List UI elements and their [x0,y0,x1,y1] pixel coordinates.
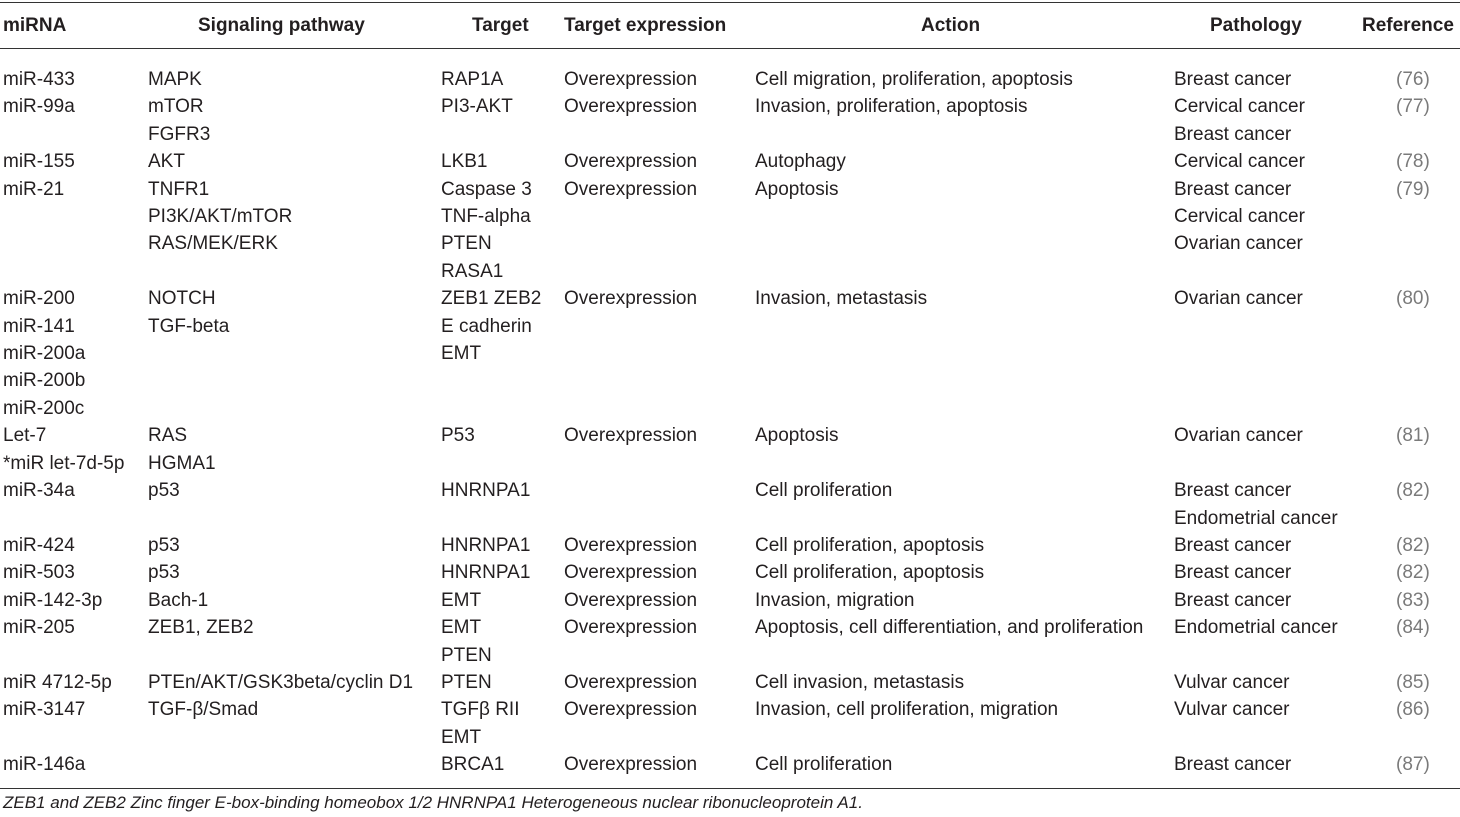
table-row [0,176,1460,286]
action-cell [755,696,1174,751]
target-cell-line: LKB1 [441,151,488,173]
pathology-cell [1174,285,1360,422]
reference-cell [1360,614,1460,669]
signaling-pathway-cell [148,176,441,286]
signaling-pathway-cell [148,422,441,477]
target-cell [441,696,561,751]
action-cell [755,532,1174,559]
header-mirna: miRNA [0,3,148,49]
pathology-cell [1174,148,1360,175]
target-cell [441,176,561,286]
header-action: Action [755,3,1174,49]
mirna-cell-line: miR-155 [3,151,75,173]
target-cell-line: RAP1A [441,69,504,90]
pathology-cell-line: Breast cancer [1174,123,1292,145]
signaling-pathway-cell-line: ZEB1, ZEB2 [148,617,254,639]
reference-cell-line: (86) [1396,699,1430,721]
action-cell-line: Cell proliferation, apoptosis [755,534,985,556]
reference-cell-line: (80) [1396,288,1430,310]
pathology-cell [1174,669,1360,696]
target-expression-cell-line: Overexpression [564,288,698,310]
signaling-pathway-cell [148,614,441,669]
signaling-pathway-cell [148,751,441,788]
signaling-pathway-cell [148,532,441,559]
signaling-pathway-cell-line: PI3K/AKT/mTOR [148,206,293,228]
mirna-cell-line: miR-205 [3,617,75,639]
target-expression-cell-line: Overexpression [564,671,698,693]
mirna-cell [0,532,148,559]
signaling-pathway-cell-line: mTOR [148,96,204,118]
signaling-pathway-cell-line: RAS [148,425,188,447]
table-row [0,614,1460,669]
action-cell [755,614,1174,669]
target-expression-cell [561,614,755,669]
table-row [0,751,1460,788]
reference-cell [1360,148,1460,175]
target-expression-cell-line: Overexpression [564,562,698,584]
table-body [0,49,1460,789]
mirna-cell [0,49,148,94]
signaling-pathway-cell [148,587,441,614]
target-expression-cell-line: Overexpression [564,617,698,639]
mirna-table [0,2,1460,789]
reference-cell [1360,532,1460,559]
reference-cell [1360,422,1460,477]
target-cell [441,751,561,788]
mirna-cell-line: miR 4712-5p [3,671,112,693]
reference-cell-line: (77) [1396,96,1430,118]
mirna-cell [0,93,148,148]
target-cell [441,148,561,175]
reference-cell-line: (85) [1396,671,1430,693]
target-cell [441,477,561,532]
reference-cell-line: (84) [1396,617,1430,639]
mirna-cell-line: miR-433 [3,69,75,90]
action-cell-line: Cell proliferation [755,754,893,776]
action-cell [755,148,1174,175]
mirna-cell-line: miR-146a [3,754,86,776]
pathology-cell-line: Breast cancer [1174,178,1292,200]
target-expression-cell [561,285,755,422]
action-cell [755,285,1174,422]
table-row [0,422,1460,477]
reference-cell-line: (83) [1396,589,1430,611]
pathology-cell [1174,532,1360,559]
header-reference: Reference [1360,3,1460,49]
mirna-cell-line: miR-3147 [3,699,86,721]
pathology-cell-line: Endometrial cancer [1174,617,1338,639]
signaling-pathway-cell-line: TNFR1 [148,178,210,200]
pathology-cell [1174,176,1360,286]
pathology-cell-line: Cervical cancer [1174,96,1305,118]
pathology-cell [1174,614,1360,669]
signaling-pathway-cell-line: p53 [148,534,180,556]
reference-cell [1360,696,1460,751]
mirna-cell-line: miR-200 [3,288,75,310]
mirna-cell-line: miR-200a [3,343,86,365]
pathology-cell [1174,93,1360,148]
target-cell-line: PTEN [441,233,492,255]
pathology-cell-line: Vulvar cancer [1174,699,1290,721]
pathology-cell-line: Ovarian cancer [1174,425,1303,447]
pathology-cell-line: Cervical cancer [1174,206,1305,228]
mirna-cell-line: Let-7 [3,425,47,447]
action-cell [755,93,1174,148]
pathology-cell-line: Breast cancer [1174,534,1292,556]
header-target: Target [441,3,561,49]
signaling-pathway-cell-line: HGMA1 [148,452,216,474]
table-row [0,477,1460,532]
target-expression-cell [561,176,755,286]
pathology-cell [1174,477,1360,532]
reference-cell-line: (87) [1396,754,1430,776]
target-cell [441,559,561,586]
target-expression-cell [561,148,755,175]
signaling-pathway-cell-line: Bach-1 [148,589,209,611]
reference-cell-line: (82) [1396,562,1430,584]
header-target-expression: Target expression [561,3,755,49]
target-cell-line: PTEN [441,644,492,666]
table-row [0,532,1460,559]
target-cell-line: EMT [441,617,482,639]
signaling-pathway-cell-line: MAPK [148,69,202,90]
target-cell-line: EMT [441,343,482,365]
target-cell [441,93,561,148]
mirna-cell [0,669,148,696]
table-row [0,285,1460,422]
target-expression-cell [561,93,755,148]
target-cell-line: ZEB1 ZEB2 [441,288,542,310]
pathology-cell-line: Breast cancer [1174,589,1292,611]
action-cell-line: Cell migration, proliferation, apoptosis [755,69,1073,90]
action-cell [755,477,1174,532]
table-row [0,696,1460,751]
mirna-cell [0,422,148,477]
target-expression-cell-line: Overexpression [564,69,698,90]
mirna-cell-line: miR-34a [3,480,75,502]
target-expression-cell-line: Overexpression [564,178,698,200]
signaling-pathway-cell-line: RAS/MEK/ERK [148,233,278,255]
reference-cell [1360,587,1460,614]
mirna-cell [0,696,148,751]
pathology-cell [1174,696,1360,751]
target-cell-line: EMT [441,589,482,611]
target-expression-cell-line: Overexpression [564,699,698,721]
target-expression-cell [561,751,755,788]
header-signaling-pathway: Signaling pathway [148,3,441,49]
target-cell-line: RASA1 [441,260,504,282]
action-cell-line: Apoptosis, cell differentiation, and proliferation [755,617,1144,639]
mirna-cell [0,751,148,788]
target-expression-cell-line: Overexpression [564,425,698,447]
reference-cell [1360,751,1460,788]
action-cell-line: Invasion, metastasis [755,288,928,310]
signaling-pathway-cell [148,148,441,175]
pathology-cell [1174,422,1360,477]
action-cell [755,49,1174,94]
pathology-cell-line: Vulvar cancer [1174,671,1290,693]
pathology-cell-line: Ovarian cancer [1174,233,1303,255]
mirna-cell-line: miR-503 [3,562,75,584]
pathology-cell [1174,751,1360,788]
pathology-cell [1174,559,1360,586]
mirna-cell-line: *miR let-7d-5p [3,452,125,474]
action-cell-line: Cell invasion, metastasis [755,671,965,693]
action-cell-line: Invasion, cell proliferation, migration [755,699,1059,721]
target-cell-line: EMT [441,726,482,748]
action-cell-line: Apoptosis [755,178,839,200]
mirna-cell-line: miR-141 [3,315,75,337]
target-cell [441,285,561,422]
signaling-pathway-cell [148,669,441,696]
table-row [0,49,1460,94]
target-expression-cell-line: Overexpression [564,151,698,173]
action-cell [755,587,1174,614]
pathology-cell-line: Ovarian cancer [1174,288,1303,310]
mirna-cell [0,614,148,669]
signaling-pathway-cell [148,696,441,751]
action-cell-line: Cell proliferation, apoptosis [755,562,985,584]
mirna-cell [0,559,148,586]
pathology-cell-line: Breast cancer [1174,480,1292,502]
target-expression-cell-line [564,477,755,504]
target-expression-cell [561,477,755,532]
pathology-cell [1174,49,1360,94]
target-cell [441,587,561,614]
signaling-pathway-cell [148,285,441,422]
target-cell [441,49,561,94]
mirna-cell [0,587,148,614]
target-cell-line: HNRNPA1 [441,480,531,502]
action-cell-line: Cell proliferation [755,480,893,502]
target-expression-cell-line: Overexpression [564,589,698,611]
action-cell [755,176,1174,286]
target-cell-line: HNRNPA1 [441,562,531,584]
pathology-cell-line: Breast cancer [1174,69,1292,90]
target-expression-cell-line: Overexpression [564,534,698,556]
target-cell-line: PI3-AKT [441,96,513,118]
reference-cell-line: (82) [1396,480,1430,502]
reference-cell-line: (79) [1396,178,1430,200]
mirna-cell [0,148,148,175]
target-expression-cell-line: Overexpression [564,96,698,118]
signaling-pathway-cell-line: AKT [148,151,185,173]
target-cell-line: TGFβ RII [441,699,520,721]
target-cell [441,614,561,669]
mirna-cell-line: miR-424 [3,534,75,556]
target-cell [441,422,561,477]
mirna-cell [0,477,148,532]
reference-cell [1360,49,1460,94]
signaling-pathway-cell [148,477,441,532]
signaling-pathway-cell-line: p53 [148,562,180,584]
signaling-pathway-cell-line: TGF-beta [148,315,230,337]
signaling-pathway-cell-line: FGFR3 [148,123,211,145]
reference-cell-line: (81) [1396,425,1430,447]
action-cell-line: Apoptosis [755,425,839,447]
mirna-cell-line: miR-99a [3,96,75,118]
target-cell-line: HNRNPA1 [441,534,531,556]
mirna-cell-line [3,121,148,148]
signaling-pathway-cell-line [148,751,441,778]
action-cell-line: Invasion, migration [755,589,915,611]
mirna-cell [0,176,148,286]
target-cell-line: P53 [441,425,475,447]
reference-cell [1360,669,1460,696]
table-row [0,93,1460,148]
mirna-cell-line: miR-21 [3,178,65,200]
action-cell [755,669,1174,696]
signaling-pathway-cell [148,93,441,148]
signaling-pathway-cell [148,559,441,586]
signaling-pathway-cell-line: NOTCH [148,288,216,310]
action-cell [755,422,1174,477]
target-expression-cell [561,587,755,614]
header-row [0,3,1460,49]
signaling-pathway-cell-line: TGF-β/Smad [148,699,259,721]
target-expression-cell [561,696,755,751]
target-cell-line: BRCA1 [441,754,505,776]
reference-cell [1360,477,1460,532]
signaling-pathway-cell-line: PTEn/AKT/GSK3beta/cyclin D1 [148,671,414,693]
table-row [0,559,1460,586]
pathology-cell-line: Breast cancer [1174,562,1292,584]
action-cell-line: Autophagy [755,151,846,173]
table-row [0,587,1460,614]
mirna-cell-line: miR-200b [3,370,86,392]
reference-cell [1360,93,1460,148]
signaling-pathway-cell-line: p53 [148,480,180,502]
mirna-cell [0,285,148,422]
mirna-cell-line: miR-142-3p [3,589,103,611]
target-expression-cell [561,532,755,559]
table-row [0,148,1460,175]
action-cell-line: Invasion, proliferation, apoptosis [755,96,1028,118]
target-expression-cell [561,559,755,586]
action-cell [755,751,1174,788]
target-cell-line: TNF-alpha [441,206,531,228]
reference-cell-line: (82) [1396,534,1430,556]
header-pathology: Pathology [1174,3,1360,49]
table-row [0,669,1460,696]
reference-cell [1360,176,1460,286]
pathology-cell-line: Endometrial cancer [1174,507,1338,529]
table-footnote: ZEB1 and ZEB2 Zinc finger E-box-binding homeobox 1/2 HNRNPA1 Heterogeneous nuclear ribonucleoprotein A1. [3,793,863,812]
signaling-pathway-cell [148,49,441,94]
reference-cell [1360,285,1460,422]
reference-cell-line: (76) [1396,69,1430,90]
pathology-cell [1174,587,1360,614]
target-expression-cell [561,49,755,94]
mirna-cell-line: miR-200c [3,397,85,419]
target-expression-cell-line: Overexpression [564,754,698,776]
target-cell-line: Caspase 3 [441,178,532,200]
pathology-cell-line: Cervical cancer [1174,151,1305,173]
target-cell-line: PTEN [441,671,492,693]
target-expression-cell [561,669,755,696]
target-cell-line: E cadherin [441,315,532,337]
target-expression-cell [561,422,755,477]
reference-cell-line: (78) [1396,151,1430,173]
action-cell [755,559,1174,586]
target-cell [441,532,561,559]
pathology-cell-line: Breast cancer [1174,754,1292,776]
reference-cell [1360,559,1460,586]
target-cell [441,669,561,696]
